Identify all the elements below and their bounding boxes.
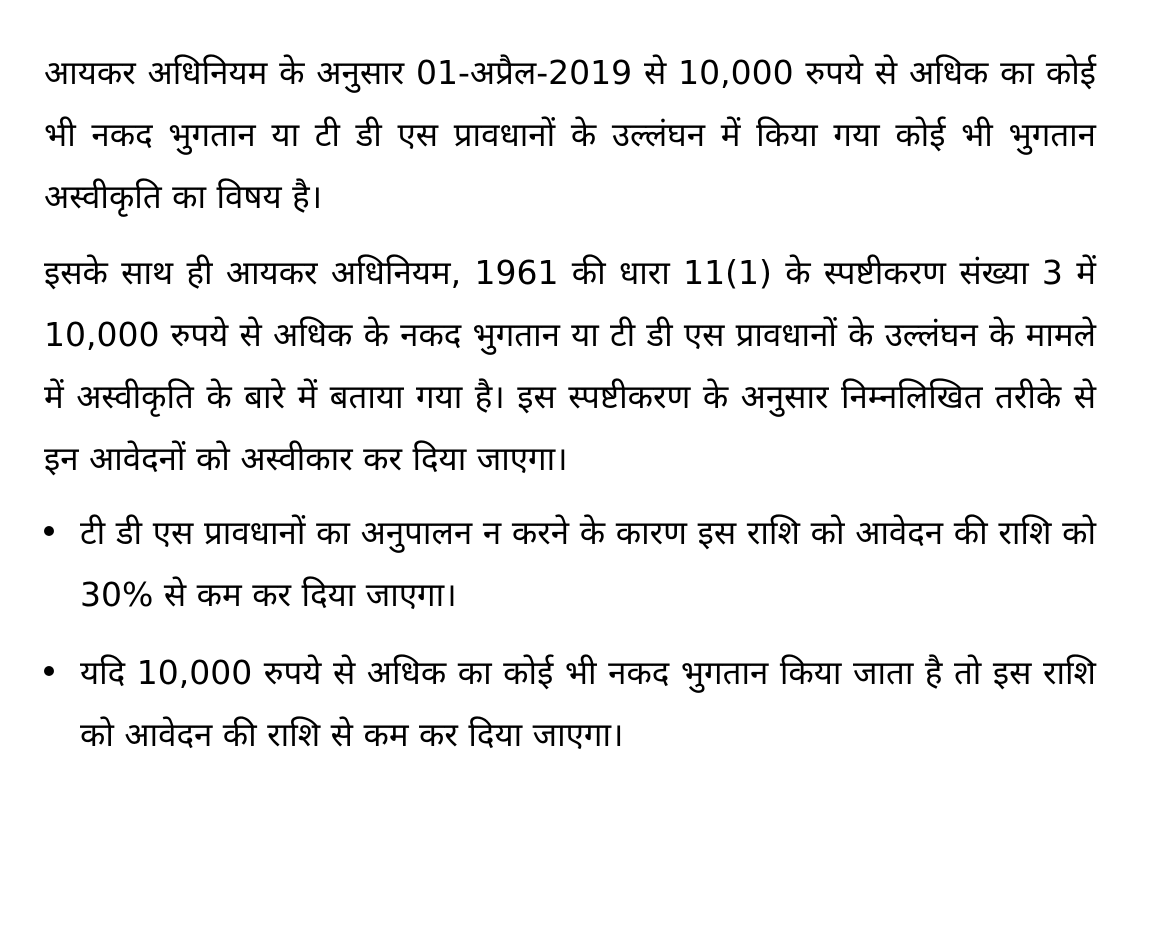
bullet-list: [44, 502, 1096, 766]
list-item: [44, 642, 1096, 766]
list-item: [44, 502, 1096, 626]
bullet-icon: [44, 526, 54, 536]
bullet-icon: [44, 666, 54, 676]
bullet-text-cash: यदि 10,000 रुपये से अधिक का कोई भी नकद भुगतान किया जाता है तो इस राशि को आवेदन की राशि से कम कर दिया जाएगा।: [80, 653, 1096, 754]
paragraph-section-11-explanation: इसके साथ ही आयकर अधिनियम, 1961 की धारा 11(1) के स्पष्टीकरण संख्या 3 में 10,000 रुपये से अधिक के नकद भुगतान या टी डी एस प्रावधानों के उल्लंघन के मामले में अस्वीकृति के बारे में बताया गया है। इस स्पष्टीकरण के अनुसार निम्नलिखित तरीके से इन आवेदनों को अस्वीकार कर दिया जाएगा।: [44, 253, 1096, 478]
bullet-text-tds: टी डी एस प्रावधानों का अनुपालन न करने के कारण इस राशि को आवेदन की राशि को 30% से कम कर दिया जाएगा।: [80, 513, 1096, 614]
document-body: [44, 42, 1096, 766]
paragraph-cash-payment-rule: आयकर अधिनियम के अनुसार 01-अप्रैल-2019 से 10,000 रुपये से अधिक का कोई भी नकद भुगतान या टी डी एस प्रावधानों के उल्लंघन में किया गया कोई भी भुगतान अस्वीकृति का विषय है।: [44, 53, 1096, 216]
